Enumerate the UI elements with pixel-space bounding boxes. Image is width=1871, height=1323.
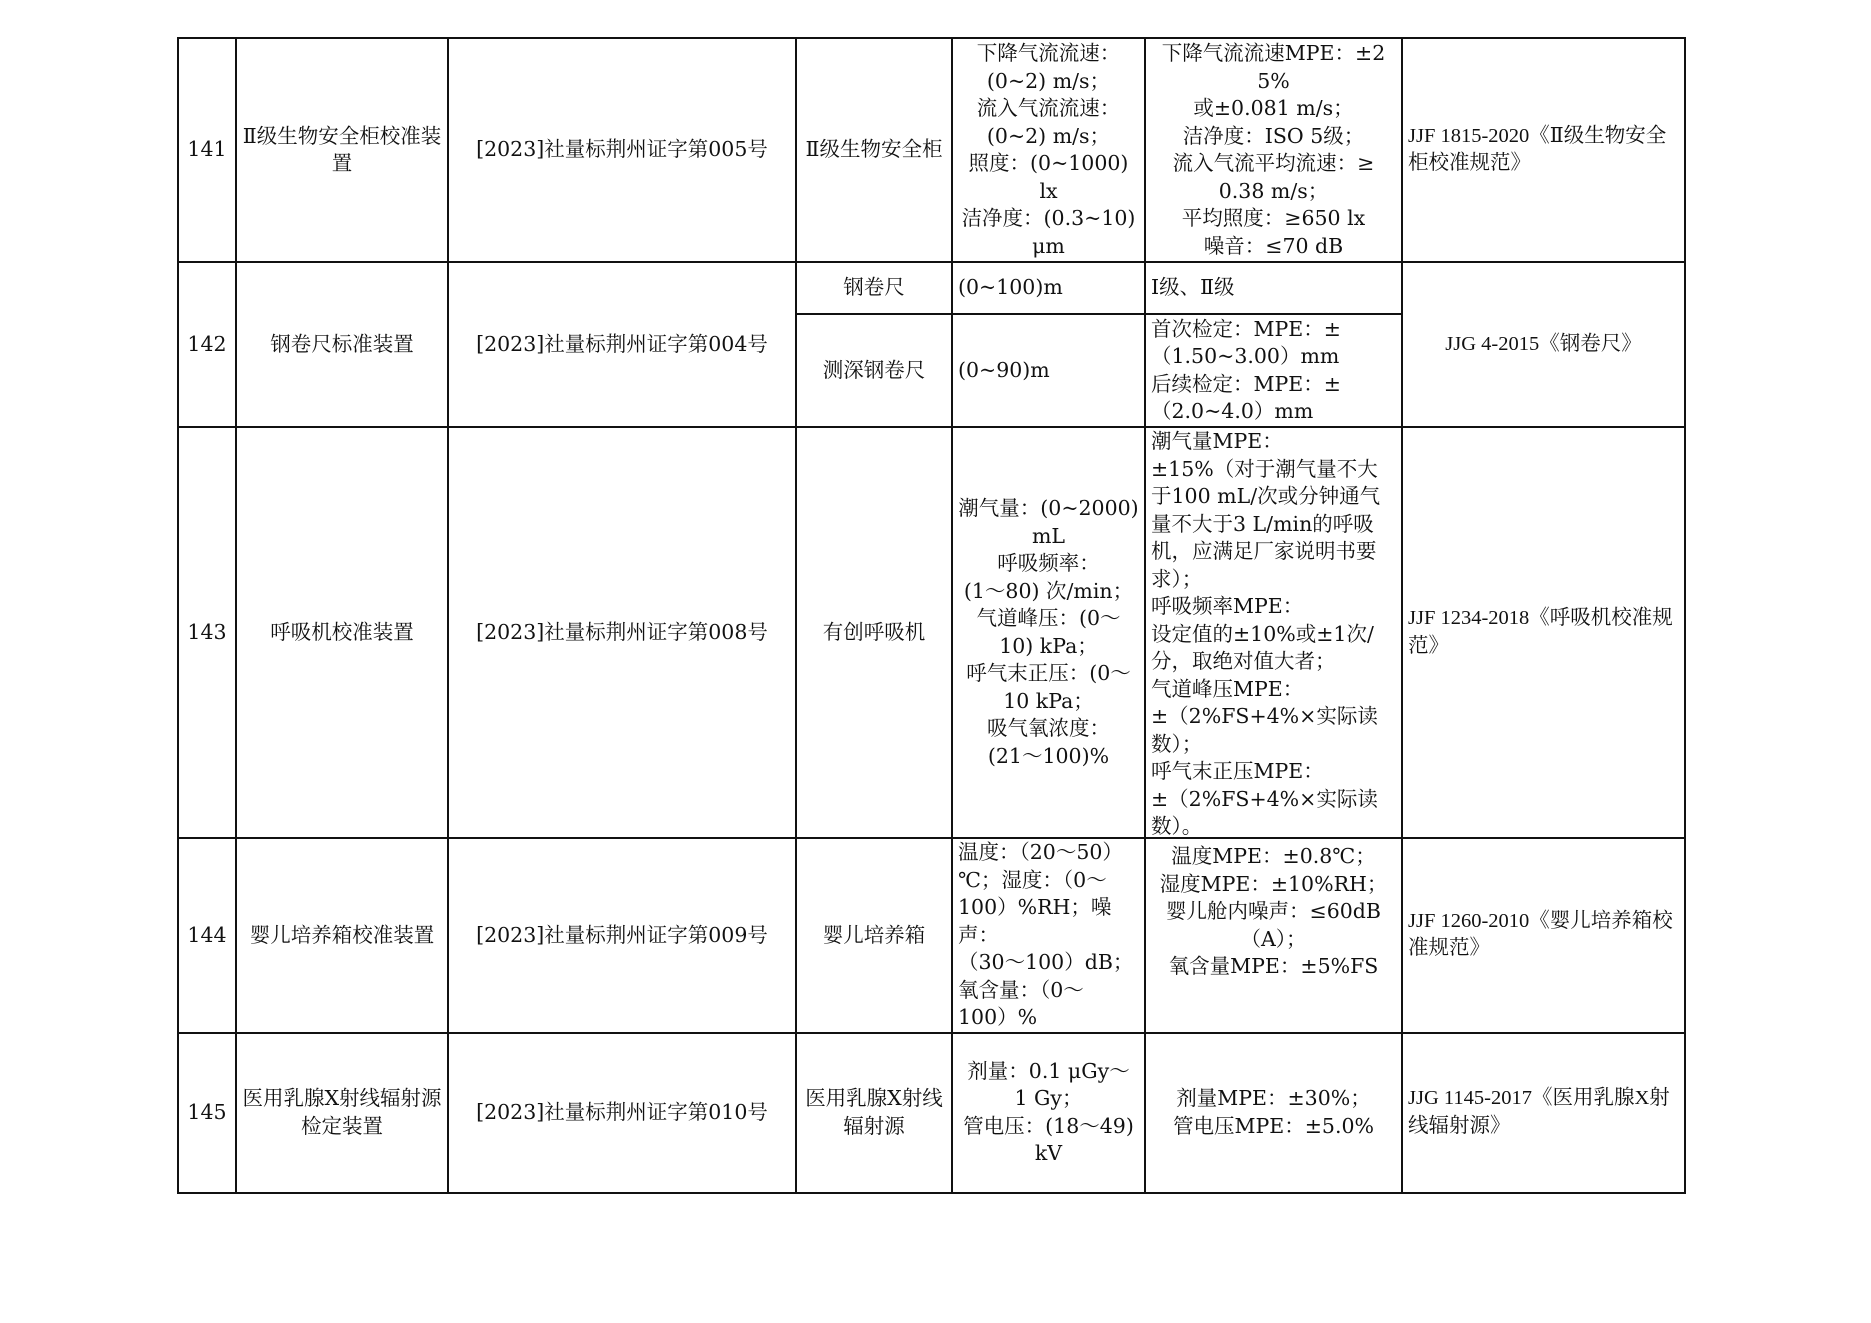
- regulation: JJG 4-2015《钢卷尺》: [1402, 262, 1685, 427]
- accuracy-line: 管电压MPE：±5.0%: [1172, 1113, 1374, 1138]
- range-line: 10) kPa；: [999, 633, 1098, 658]
- accuracy-spec: [1145, 427, 1402, 838]
- accuracy-line: 设定值的±10%或±1次/: [1151, 621, 1374, 646]
- row-number: 141: [178, 38, 236, 262]
- range-line: 1 Gy；: [1014, 1086, 1083, 1110]
- device-name: 钢卷尺标准装置: [236, 262, 448, 427]
- accuracy-line: 求）；: [1151, 566, 1203, 591]
- accuracy-line: 机，应满足厂家说明书要: [1151, 539, 1377, 563]
- measurement-range: [952, 314, 1145, 427]
- regulation: JJG 1145-2017《医用乳腺X射线辐射源》: [1402, 1033, 1685, 1193]
- accuracy-line: 剂量MPE：±30%；: [1176, 1086, 1371, 1110]
- certificate-number: [2023]社量标荆州证字第010号: [448, 1033, 796, 1193]
- range-line: 气道峰压：(0～: [976, 606, 1121, 630]
- range-line: 氧含量：（0～: [958, 977, 1084, 1002]
- range-line: 10 kPa；: [1003, 688, 1094, 713]
- accuracy-line: （2.0~4.0）mm: [1151, 399, 1314, 423]
- row-number: 142: [178, 262, 236, 427]
- range-line: mL: [1031, 523, 1066, 548]
- measurement-range: [952, 38, 1145, 262]
- instrument-name: 钢卷尺: [796, 262, 952, 314]
- range-line: 温度：（20～50）: [958, 840, 1123, 864]
- range-line: 剂量：0.1 μGy～: [967, 1058, 1130, 1083]
- table-row: [178, 1033, 1685, 1193]
- accuracy-line: 呼吸频率MPE：: [1151, 594, 1304, 618]
- range-line: (0~2) m/s；: [986, 68, 1111, 93]
- accuracy-spec: [1145, 262, 1402, 314]
- table-row: [178, 262, 1685, 314]
- accuracy-line: ±（2%FS+4%×实际读: [1151, 704, 1378, 728]
- device-name: 医用乳腺X射线辐射源检定装置: [236, 1033, 448, 1193]
- range-line: 流入气流流速：: [976, 96, 1121, 120]
- accuracy-line: 湿度MPE：±10%RH；: [1159, 871, 1388, 896]
- accuracy-line: （1.50~3.00）mm: [1151, 344, 1340, 368]
- certificate-number: [2023]社量标荆州证字第004号: [448, 262, 796, 427]
- regulation: JJF 1234-2018《呼吸机校准规范》: [1402, 427, 1685, 838]
- instrument-name: 测深钢卷尺: [796, 314, 952, 427]
- range-line: （30～100）dB；: [958, 950, 1134, 974]
- accuracy-line: 流入气流平均流速：≥: [1172, 151, 1375, 175]
- accuracy-line: 0.38 m/s；: [1218, 178, 1329, 203]
- range-line: (0~90)m: [958, 357, 1050, 382]
- accuracy-line: 婴儿舱内噪声：≤60dB: [1166, 899, 1381, 923]
- standards-table: [177, 37, 1686, 1194]
- measurement-range: [952, 1033, 1145, 1193]
- table-row: [178, 427, 1685, 838]
- device-name: Ⅱ级生物安全柜校准装置: [236, 38, 448, 262]
- range-line: 潮气量：(0~2000): [958, 496, 1139, 520]
- range-line: ℃；湿度：（0～: [958, 867, 1107, 892]
- device-name: 呼吸机校准装置: [236, 427, 448, 838]
- measurement-range: [952, 427, 1145, 838]
- range-line: lx: [1039, 178, 1058, 203]
- range-line: (0~2) m/s；: [986, 123, 1111, 148]
- row-number: 144: [178, 838, 236, 1033]
- accuracy-spec: [1145, 1033, 1402, 1193]
- certificate-number: [2023]社量标荆州证字第008号: [448, 427, 796, 838]
- certificate-number: [2023]社量标荆州证字第009号: [448, 838, 796, 1033]
- regulation: JJF 1815-2020《Ⅱ级生物安全柜校准规范》: [1402, 38, 1685, 262]
- instrument-name: Ⅱ级生物安全柜: [796, 38, 952, 262]
- accuracy-line: 平均照度：≥650 lx: [1181, 206, 1366, 230]
- measurement-range: [952, 262, 1145, 314]
- accuracy-line: 下降气流流速MPE：±25%: [1161, 41, 1386, 93]
- range-line: 呼吸频率：: [997, 551, 1100, 575]
- accuracy-line: ±15%（对于潮气量不大: [1151, 456, 1378, 481]
- accuracy-line: 首次检定：MPE：±: [1151, 316, 1341, 341]
- row-number: 143: [178, 427, 236, 838]
- range-line: 吸气氧浓度：: [987, 716, 1110, 740]
- range-line: 照度：(0~1000): [968, 151, 1129, 175]
- accuracy-line: 潮气量MPE：: [1151, 429, 1283, 453]
- range-line: 呼气末正压：(0～: [966, 661, 1131, 685]
- range-line: (1～80) 次/min；: [963, 578, 1134, 603]
- accuracy-line: 分，取绝对值大者；: [1151, 649, 1336, 673]
- accuracy-line: 量不大于3 L/min的呼吸: [1151, 511, 1374, 536]
- range-line: kV: [1034, 1141, 1063, 1165]
- accuracy-line: 数）；: [1151, 731, 1203, 756]
- instrument-name: 婴儿培养箱: [796, 838, 952, 1033]
- accuracy-spec: [1145, 838, 1402, 1033]
- accuracy-spec: [1145, 314, 1402, 427]
- instrument-name: 有创呼吸机: [796, 427, 952, 838]
- table-row: [178, 38, 1685, 262]
- accuracy-line: Ⅰ级、Ⅱ级: [1151, 275, 1235, 300]
- device-name: 婴儿培养箱校准装置: [236, 838, 448, 1033]
- measurement-range: [952, 838, 1145, 1033]
- accuracy-line: 后续检定：MPE：±: [1151, 371, 1341, 396]
- accuracy-line: （A）；: [1240, 926, 1307, 951]
- accuracy-line: 或±0.081 m/s；: [1193, 96, 1354, 120]
- table-row: [178, 838, 1685, 1033]
- range-line: (21～100)%: [987, 743, 1110, 768]
- accuracy-spec: [1145, 38, 1402, 262]
- accuracy-line: 氧含量MPE：±5%FS: [1168, 954, 1379, 978]
- accuracy-line: 于100 mL/次或分钟通气: [1151, 484, 1381, 508]
- accuracy-line: ±（2%FS+4%×实际读: [1151, 786, 1378, 811]
- certificate-number: [2023]社量标荆州证字第005号: [448, 38, 796, 262]
- accuracy-line: 呼气末正压MPE：: [1151, 759, 1324, 783]
- range-line: 管电压：(18～49): [963, 1113, 1134, 1138]
- range-line: 100）%RH；噪声：: [958, 895, 1112, 947]
- range-line: 下降气流流速：: [976, 41, 1121, 65]
- accuracy-line: 温度MPE：±0.8℃；: [1171, 844, 1376, 868]
- accuracy-line: 洁净度：ISO 5级；: [1182, 123, 1365, 148]
- instrument-name: 医用乳腺X射线辐射源: [796, 1033, 952, 1193]
- range-line: 洁净度：(0.3~10): [961, 206, 1136, 230]
- regulation: JJF 1260-2010《婴儿培养箱校准规范》: [1402, 838, 1685, 1033]
- range-line: 100）%: [958, 1005, 1038, 1029]
- accuracy-line: 气道峰压MPE：: [1151, 676, 1304, 701]
- range-line: (0~100)m: [958, 275, 1063, 300]
- row-number: 145: [178, 1033, 236, 1193]
- range-line: μm: [1032, 233, 1065, 258]
- accuracy-line: 数）。: [1151, 814, 1203, 836]
- accuracy-line: 噪音：≤70 dB: [1203, 233, 1344, 258]
